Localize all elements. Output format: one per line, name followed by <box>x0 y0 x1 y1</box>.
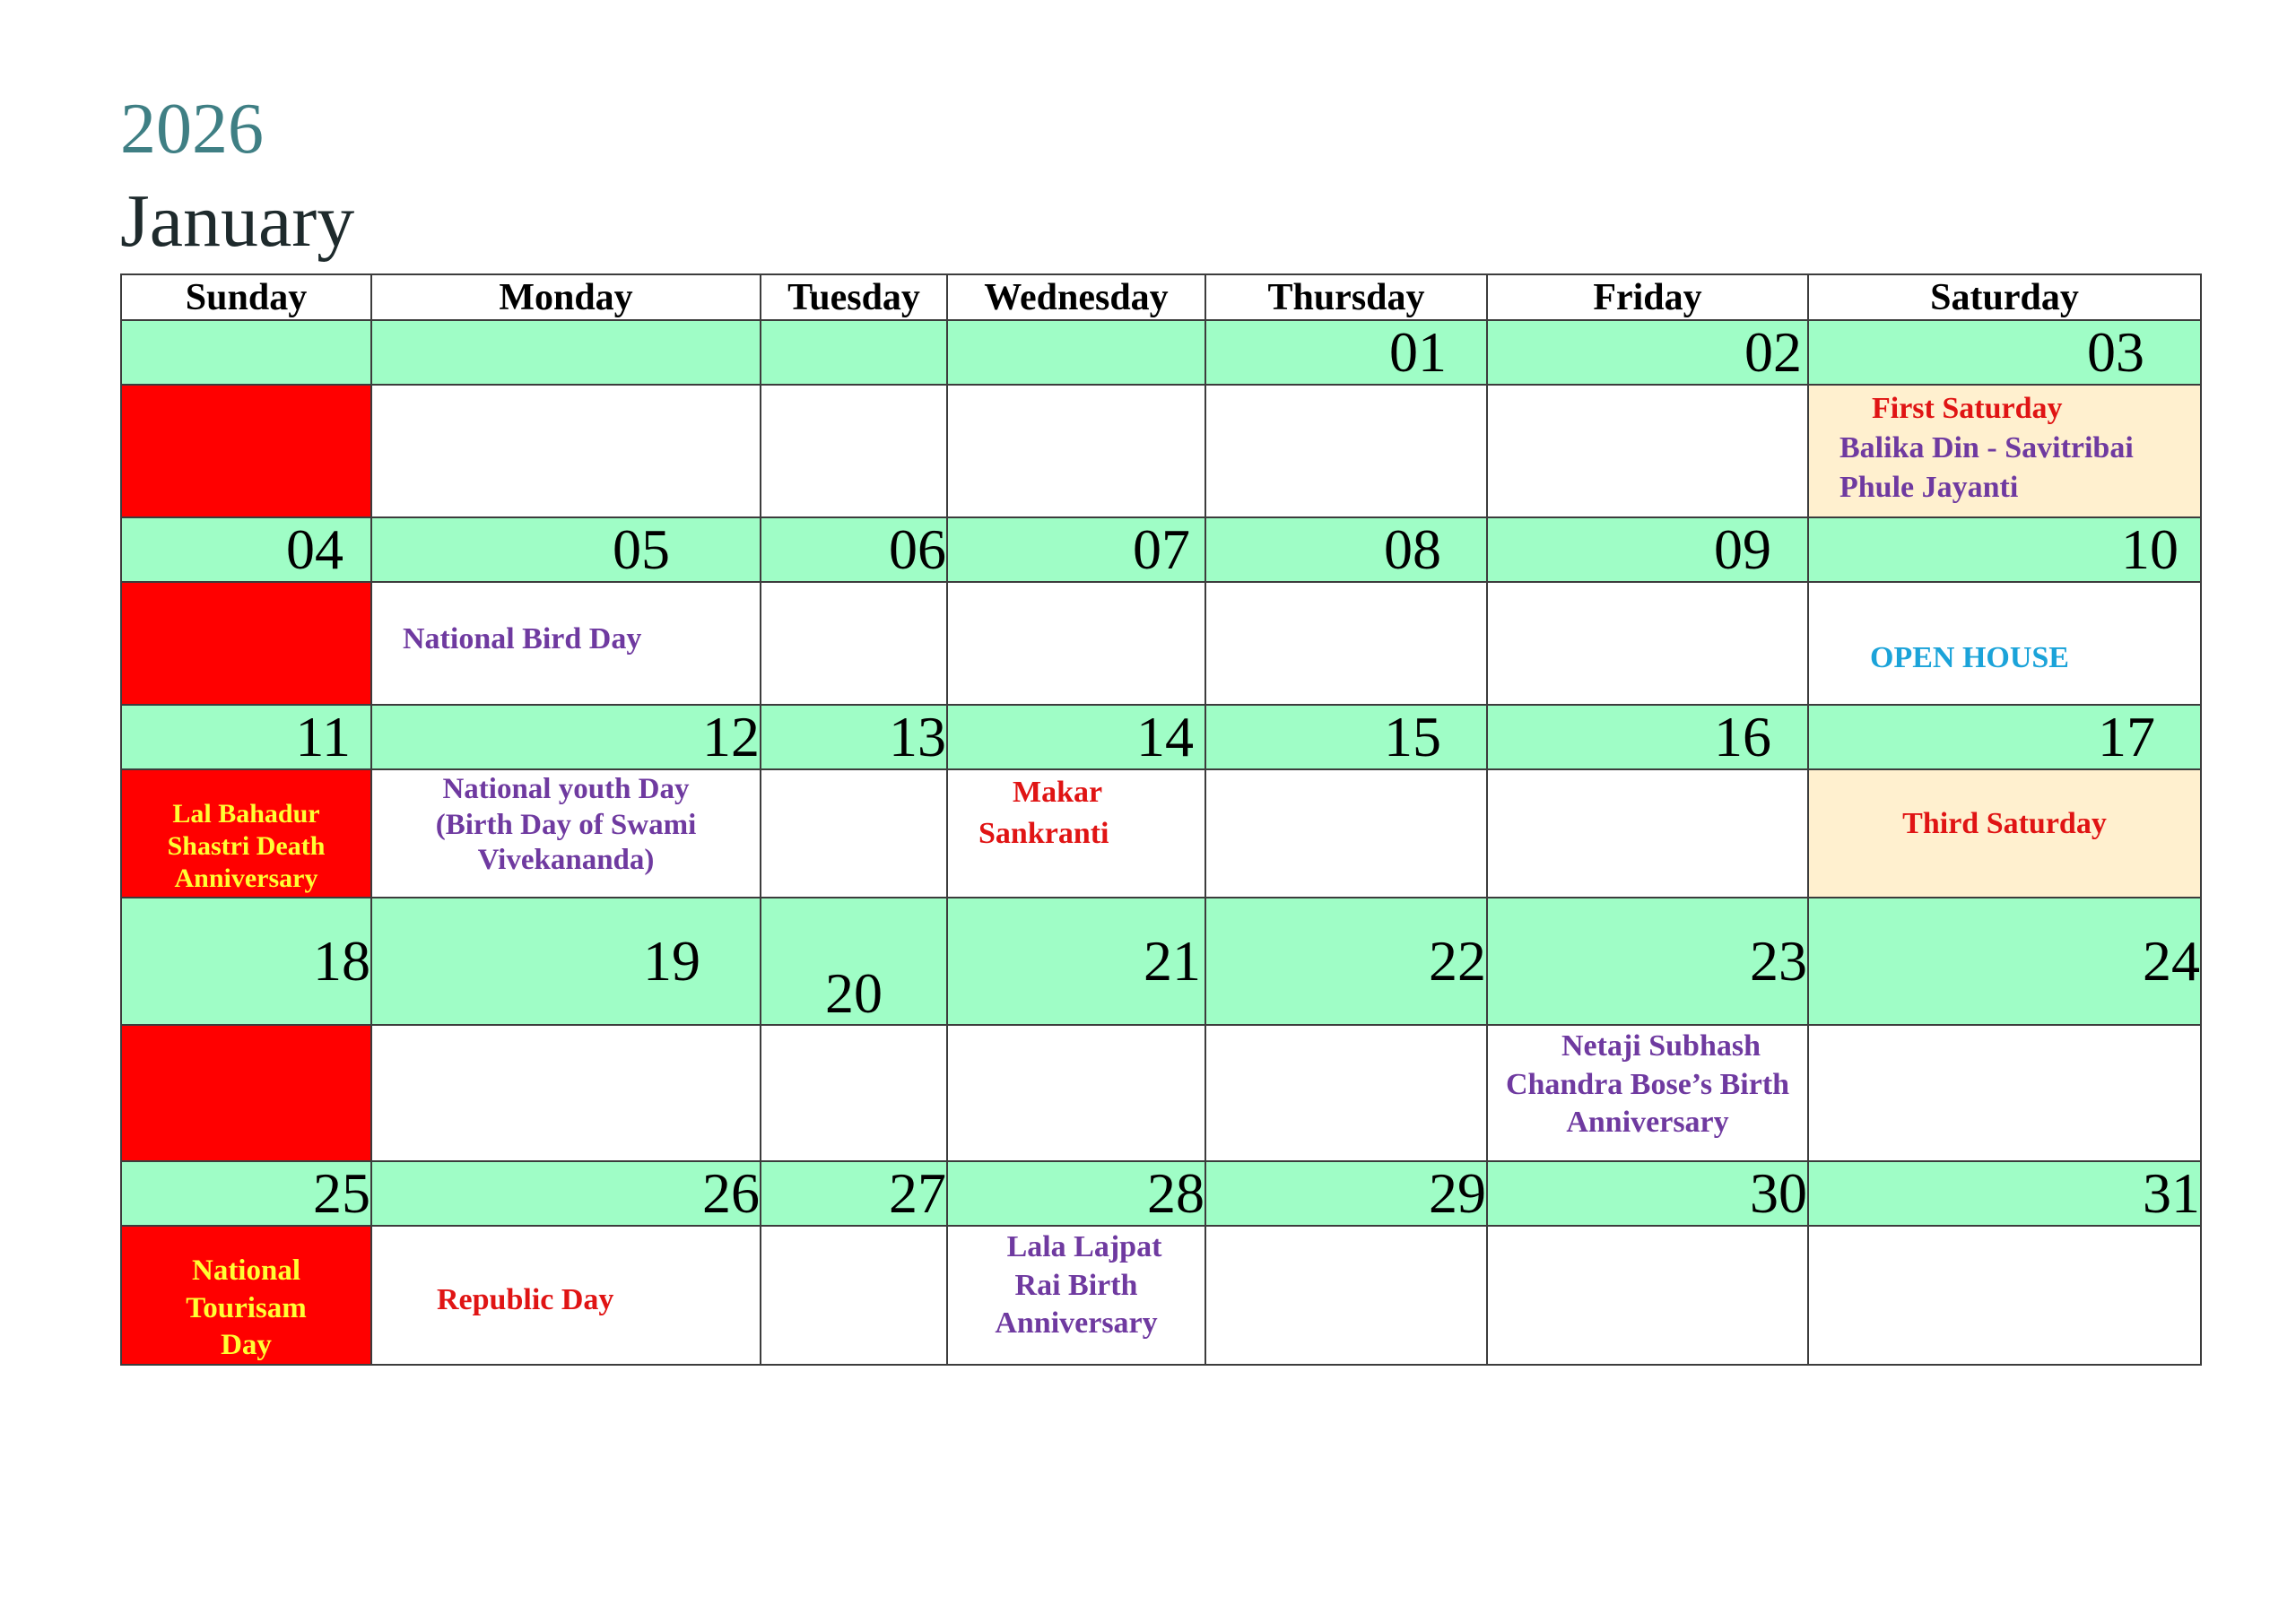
event-cell <box>1487 582 1808 705</box>
event-balika-din: Balika Din - Savitribai <box>1839 431 2134 465</box>
date-01: 01 <box>1389 320 1447 384</box>
date-cell <box>121 1161 371 1226</box>
date-07: 07 <box>1133 517 1190 581</box>
date-cell <box>761 1161 947 1226</box>
event-first-saturday: First Saturday <box>1872 392 2063 425</box>
date-20: 20 <box>825 961 883 1025</box>
weekday-header-row <box>121 274 2201 320</box>
week-4-dates <box>121 898 2201 1025</box>
event-netaji-subhash: Netaji Subhash Chandra Bose’s Birth Anniversary <box>1487 1025 1808 1161</box>
date-cell <box>761 320 947 385</box>
weekday-monday: Monday <box>371 274 761 320</box>
date-cell <box>1808 898 2201 1025</box>
event-cell <box>371 1025 761 1161</box>
event-cell <box>947 1025 1205 1161</box>
date-cell <box>1487 705 1808 769</box>
event-cell <box>947 582 1205 705</box>
date-cell <box>371 320 761 385</box>
date-02: 02 <box>1744 320 1802 384</box>
date-cell <box>1808 517 2201 582</box>
event-national-bird-day: National Bird Day <box>371 582 761 705</box>
date-cell <box>371 517 761 582</box>
sunday-holiday-cell <box>121 385 371 517</box>
event-third-saturday: Third Saturday <box>1808 769 2201 898</box>
year-title: 2026 <box>120 90 264 169</box>
event-cell <box>1205 582 1487 705</box>
date-cell <box>1487 898 1808 1025</box>
event-cell <box>371 385 761 517</box>
date-cell <box>947 517 1205 582</box>
date-cell <box>1487 320 1808 385</box>
event-cell <box>1205 1226 1487 1365</box>
date-29: 29 <box>1429 1161 1486 1225</box>
date-cell <box>1205 705 1487 769</box>
date-cell <box>1487 1161 1808 1226</box>
weekday-sunday: Sunday <box>121 274 371 320</box>
week-1-events <box>121 385 2201 517</box>
event-cell <box>761 769 947 898</box>
date-cell <box>761 898 947 1025</box>
date-cell <box>371 705 761 769</box>
event-cell <box>761 1025 947 1161</box>
date-cell <box>947 898 1205 1025</box>
event-cell <box>1205 1025 1487 1161</box>
date-04: 04 <box>286 517 344 581</box>
date-27: 27 <box>889 1161 946 1225</box>
date-18: 18 <box>313 929 370 993</box>
date-30: 30 <box>1750 1161 1807 1225</box>
date-10: 10 <box>2121 517 2179 581</box>
date-31: 31 <box>2143 1161 2200 1225</box>
date-cell <box>371 1161 761 1226</box>
event-cell-jan-03 <box>1808 385 2201 517</box>
date-cell <box>1205 1161 1487 1226</box>
event-cell <box>947 385 1205 517</box>
date-cell <box>1205 517 1487 582</box>
week-1-dates <box>121 320 2201 385</box>
date-cell <box>121 705 371 769</box>
date-cell <box>121 517 371 582</box>
date-cell <box>1808 320 2201 385</box>
date-cell <box>1487 517 1808 582</box>
date-09: 09 <box>1714 517 1771 581</box>
week-3-events <box>121 769 2201 898</box>
date-cell <box>121 898 371 1025</box>
date-15: 15 <box>1384 705 1441 768</box>
date-cell <box>761 517 947 582</box>
event-cell <box>761 582 947 705</box>
event-cell <box>1487 385 1808 517</box>
event-lal-bahadur-shastri: Lal Bahadur Shastri Death Anniversary <box>121 769 371 898</box>
date-19: 19 <box>643 929 700 993</box>
event-cell <box>1487 1226 1808 1365</box>
date-28: 28 <box>1147 1161 1205 1225</box>
date-03: 03 <box>2087 320 2144 384</box>
date-cell <box>947 320 1205 385</box>
week-4-events <box>121 1025 2201 1161</box>
event-cell <box>1487 769 1808 898</box>
event-cell <box>1808 1025 2201 1161</box>
date-16: 16 <box>1714 705 1771 768</box>
event-makar-sankranti: Makar Sankranti <box>947 769 1205 898</box>
event-cell <box>1808 1226 2201 1365</box>
date-11: 11 <box>295 705 351 768</box>
date-06: 06 <box>889 517 946 581</box>
month-title: January <box>120 179 355 263</box>
week-2-dates <box>121 517 2201 582</box>
date-cell <box>371 898 761 1025</box>
event-cell <box>761 1226 947 1365</box>
date-cell <box>1808 1161 2201 1226</box>
weekday-friday: Friday <box>1487 274 1808 320</box>
event-phule-jayanti: Phule Jayanti <box>1839 471 2019 505</box>
weekday-thursday: Thursday <box>1205 274 1487 320</box>
sunday-holiday-cell <box>121 1025 371 1161</box>
date-12: 12 <box>702 705 760 768</box>
date-21: 21 <box>1144 929 1201 993</box>
event-lala-lajpat-rai: Lala Lajpat Rai Birth Anniversary <box>947 1226 1205 1365</box>
date-cell <box>947 705 1205 769</box>
weekday-saturday: Saturday <box>1808 274 2201 320</box>
date-25: 25 <box>313 1161 370 1225</box>
event-cell <box>1205 385 1487 517</box>
date-cell <box>1205 320 1487 385</box>
event-national-youth-day: National youth Day (Birth Day of Swami Vivekananda) <box>371 769 761 898</box>
date-14: 14 <box>1136 705 1194 768</box>
event-cell <box>1205 769 1487 898</box>
weekday-wednesday: Wednesday <box>947 274 1205 320</box>
week-3-dates <box>121 705 2201 769</box>
week-5-events <box>121 1226 2201 1365</box>
date-26: 26 <box>702 1161 760 1225</box>
event-national-tourism-day: National Tourisam Day <box>121 1226 371 1365</box>
event-open-house: OPEN HOUSE <box>1808 582 2201 705</box>
week-2-events <box>121 582 2201 705</box>
calendar-grid <box>120 273 2202 1366</box>
date-cell <box>761 705 947 769</box>
date-17: 17 <box>2098 705 2155 768</box>
sunday-holiday-cell <box>121 582 371 705</box>
date-22: 22 <box>1429 929 1486 993</box>
date-13: 13 <box>889 705 946 768</box>
date-24: 24 <box>2143 929 2200 993</box>
week-5-dates <box>121 1161 2201 1226</box>
date-05: 05 <box>613 517 670 581</box>
event-cell <box>761 385 947 517</box>
date-cell <box>121 320 371 385</box>
event-republic-day: Republic Day <box>371 1226 761 1365</box>
date-cell <box>947 1161 1205 1226</box>
date-cell <box>1205 898 1487 1025</box>
date-08: 08 <box>1384 517 1441 581</box>
date-cell <box>1808 705 2201 769</box>
date-23: 23 <box>1750 929 1807 993</box>
weekday-tuesday: Tuesday <box>761 274 947 320</box>
